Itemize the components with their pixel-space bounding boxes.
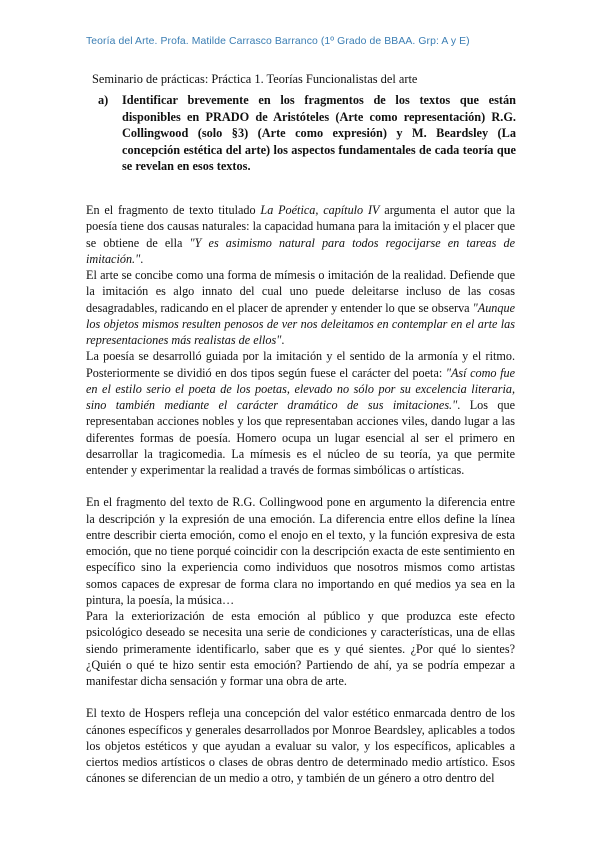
practice-subtitle: Seminario de prácticas: Práctica 1. Teorías Funcionalistas del arte xyxy=(92,72,418,86)
paragraph-collingwood: En el fragmento del texto de R.G. Collingwood pone en argumento la diferencia entre la descripción y la expresión de una emoción. La diferencia entre ellos define la línea entre describir cierta emoción, como el enojo en el texto, y la función expresiva de esta emoción, que no tiene porqué coincidir con la descripción exacta de este sentimiento en específico sino la experiencia como individuos que nosotros mismos como artistas somos capaces de expresar de forma clara no importando en qué medios ya sea en la pintura, la poesía, la música… xyxy=(86,495,515,607)
paragraph-hospers: El texto de Hospers refleja una concepción del valor estético enmarcada dentro de los cánones específicos y generales desarrollados por Monroe Beardsley, aplicables a todos los objetos estéticos y que ayudan a evaluar su valor, y los específicos, aplicables a ciertos medios artísticos o clases de obras dentro de determinado medio artístico. Esos cánones se diferencian de un medio a otro, y también de un género a otro dentro del xyxy=(86,706,515,786)
page-header: Teoría del Arte. Profa. Matilde Carrasco Barranco (1º Grado de BBAA. Grp: A y E) xyxy=(86,36,470,47)
text-run: . xyxy=(281,333,285,347)
task-item xyxy=(98,92,516,175)
task-marker: a) xyxy=(98,93,109,107)
paragraph-aristotle-intro xyxy=(86,202,515,267)
text-run: En el fragmento de texto titulado xyxy=(86,203,261,217)
text-run: . Los que representaban acciones nobles y los que representaban acciones viles, dando lugar a las diferentes formas de poesía. Homero ocupa un lugar esencial al ser el primero en desarrollar la tragicomedia. La mímesis es el núcleo de su teoría, ya que permite entender y experimentar la realidad a través de formas simbólicas o artísticas. xyxy=(86,398,515,477)
task-text: Identificar brevemente en los fragmentos de los textos que están disponibles en PRADO de Aristóteles (Arte como representación) R.G. Collingwood (solo §3) (Arte como expresión) y M. Beardsley (La concepción estética del arte) los aspectos fundamentales de cada teoría que se revelan en esos textos. xyxy=(122,93,516,173)
paragraph-exteriorization: Para la exteriorización de esta emoción al público y que produzca este efecto psicológico deseado se necesita una serie de condiciones y características, una de ellas siendo primeramente identificarlo, saber que es y qué sientes. ¿Por qué lo sientes? ¿Quién o qué te hizo sentir esta emoción? Partiendo de ahí, ya se podría empezar a manifestar dicha sensación y formar una obra de arte. xyxy=(86,609,515,688)
text-run: La poesía se desarrolló guiada por la imitación y el sentido de la armonía y el ritmo. Posteriormente se dividió en dos tipos según fuese el carácter del poeta: xyxy=(86,349,515,380)
italic-run: La Poética, capítulo IV xyxy=(260,203,380,217)
paragraph-poetry xyxy=(86,348,515,478)
italic-quote: "Y es asimismo natural para todos regocijarse en tareas de imitación." xyxy=(86,235,515,266)
text-run: El arte se concibe como una forma de mímesis o imitación de la realidad. Defiende que la imitación es algo innato del cual uno puede deleitarse incluso de las cosas desagradables, radicando en el placer de aprender y entender lo que se observa xyxy=(86,268,515,315)
italic-quote: "Así como fue en el estilo serio el poeta de los poetas, elevado no sólo por su excelencia literaria, sino también mediante el carácter dramático de sus imitaciones." xyxy=(86,365,515,412)
paragraph-mimesis xyxy=(86,267,515,348)
document-body xyxy=(86,202,515,787)
italic-quote: "Aunque los objetos mismos resulten penosos de ver nos deleitamos en contemplar en el arte las representaciones más realistas de ellos" xyxy=(86,300,515,347)
text-run: argumenta el autor que la poesía tiene dos causas naturales: la capacidad humana para la imitación y el placer que se obtiene de ella xyxy=(86,203,515,250)
text-run: . xyxy=(140,251,144,266)
